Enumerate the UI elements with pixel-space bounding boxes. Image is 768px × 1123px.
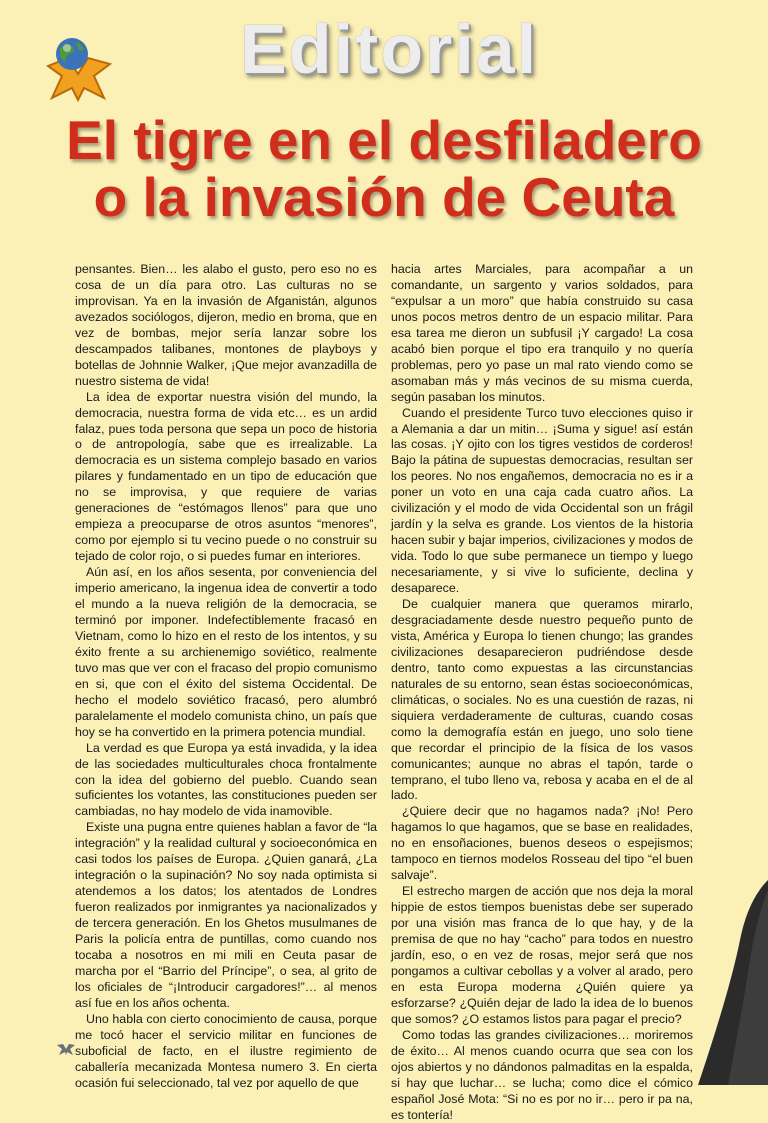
dark-figure-silhouette <box>678 880 768 1085</box>
paragraph: La verdad es que Europa ya está invadida, y la idea de las sociedades multiculturales choca frontalmente con la idea del gobierno del pueblo. Cuando sean suficientes los votantes, las constituciones pueden ser cambiadas, no hay modelo de vida inamovible. <box>75 740 377 819</box>
section-title: Editorial <box>240 10 539 88</box>
headline-line-1: El tigre en el desfiladero <box>66 109 702 171</box>
paragraph: El estrecho margen de acción que nos deja la moral hippie de estos tiempos buenistas debe ser superado por una visión mas franca de lo que hay, y de la premisa de que no hay “cacho” para todos en nuestro jardín, eso, o en vez de rosas, mejor será que nos pongamos a cultivar cebollas y a volver al arado, pero en esta Europa moderna ¿Quién quiere ya esforzarse? ¿Quién dejar de lado la idea de lo buenos que somos? ¿O estamos listos para pagar el precio? <box>391 884 693 1026</box>
figure-footer-icon <box>56 1040 76 1056</box>
globe-figure-logo-icon <box>38 28 118 104</box>
paragraph: Aún así, en los años sesenta, por conveniencia del imperio americano, la ingenua idea de convertir a todo el mundo a la nueva religión de la democracia, se terminó por imponer. Indefectiblemente fracasó en Vietnam, como lo hizo en el resto de los intentos, y su éxito frente a su archienemigo soviético, realmente tuvo mas que ver con el fracaso del propio comunismo en si, que con el éxito del sistema Occidental. De hecho el modelo soviético fracasó, pero alumbró paralelamente el modelo comunista chino, un país que hoy se ha convertido en la primera potencia mundial. <box>75 565 377 739</box>
paragraph: pensantes. Bien… les alabo el gusto, pero eso no es cosa de un día para otro. Las culturas no se improvisan. Ya en la invasión de Afganistán, algunos avezados sociólogos, dijeron, medio en broma, que en vez de bombas, mejor sería lanzar sobre los descampados talibanes, montones de playboys y botellas de Johnnie Walker, ¡Que mejor avanzadilla de nuestro sistema de vida! <box>75 262 377 388</box>
headline-line-2: o la invasión de Ceuta <box>93 166 675 228</box>
paragraph: Cuando el presidente Turco tuvo elecciones quiso ir a Alemania a dar un mitin… ¡Suma y sigue! así están las cosas. ¡Y ojito con los tigres vestidos de corderos! Bajo la pátina de supuestas democracias, resultan ser los peores. No nos engañemos, democracia no es ir a poner un voto en una caja cada cuatro años. La civilización y el modo de vida Occidental son un frágil jardín y la selva es grande. Los vientos de la historia hacen subir y bajar imperios, civilizaciones y modos de vida. Todo lo que sube permanece un tiempo y luego necesariamente, y si vive lo suficiente, declina y desaparece. <box>391 405 693 596</box>
left-column <box>75 262 377 1092</box>
paragraph: De cualquier manera que queramos mirarlo, desgraciadamente desde nuestro pequeño punto de vista, América y Europa lo tienen chungo; las grandes civilizaciones desaparecieron pudriéndose desde dentro, tanto como expuestas a las circunstancias naturales de su entorno, sean éstas socioeconómicas, climáticas, o sociales. No es una cuestión de razas, ni siquiera verdaderamente de culturas, cuando cosas como la demografía están en juego, uno solo tiene que recordar el principio de la física de los vasos comunicantes; aunque no abras el tapón, tarde o temprano, el tubo lleno va, rebosa y acaba en el de al lado. <box>391 597 693 803</box>
article-headline <box>0 109 768 228</box>
paragraph: Uno habla con cierto conocimiento de causa, porque me tocó hacer el servicio militar en funciones de suboficial de facto, en el ilustre regimiento de caballería mecanizada Montesa numero 3. En cierta ocasión fui seleccionado, tal vez por aquello de que <box>75 1011 377 1090</box>
paragraph: ¿Quiere decir que no hagamos nada? ¡No! Pero hagamos lo que hagamos, que se base en realidades, no en ensoñaciones, buenos deseos o espejismos; tampoco en tiernos modelos Rosseau del tipo “el buen salvaje”. <box>391 804 693 883</box>
right-column <box>391 262 693 1123</box>
paragraph: La idea de exportar nuestra visión del mundo, la democracia, nuestra forma de vida etc… es un ardid falaz, pues toda persona que sepa un poco de historia o de antropología, sabe que es irrealizable. La democracia es un sistema complejo basado en varios pilares y fundamentado en un tipo de educación que no se improvisa, y que requiere de varias generaciones de “estómagos llenos” para que uno empieza a preocuparse de otros asuntos “menores”, como por ejemplo si tu vecino puede o no construir su tejado de color rojo, o si puedes fumar en interiores. <box>75 389 377 564</box>
paragraph: Existe una pugna entre quienes hablan a favor de “la integración” y la realidad cultural y socioeconómica en casi todos los países de Europa. ¿Quien ganará, ¿La integración o la supinación? No soy nada optimista si atendemos a los datos; los atentados de Londres fueron realizados por inmigrantes ya nacionalizados y de tercera generación. En los Ghetos musulmanes de Paris la policía entra de puntillas, como cuando nos tocaba a nosotros en mi mili en Ceuta pasar de marcha por el “Barrio del Príncipe”, o sea, al grito de los oficiales de “¡Introducir cargadores!”… al menos así fue en los años ochenta. <box>75 820 377 1010</box>
paragraph: Como todas las grandes civilizaciones… moriremos de éxito… Al menos cuando ocurra que sea con los ojos abiertos y no dándonos palmaditas en la espalda, si hay que luchar… se lucha; como dice el cómico español José Mota: “Si no es por no ir… pero ir pa na, es tontería! <box>391 1027 693 1122</box>
paragraph: hacia artes Marciales, para acompañar a un comandante, un sargento y varios soldados, para “expulsar a un moro” que había construido su casa unos pocos metros dentro de un espacio militar. Para esa tarea me dieron un subfusil ¡Y cargado! La cosa acabó bien porque el tipo era tranquilo y no quería problemas, pero yo pase un mal rato viendo como se asomaban más y más vecinos de su misma cuerda, según pasaban los minutos. <box>391 262 693 404</box>
